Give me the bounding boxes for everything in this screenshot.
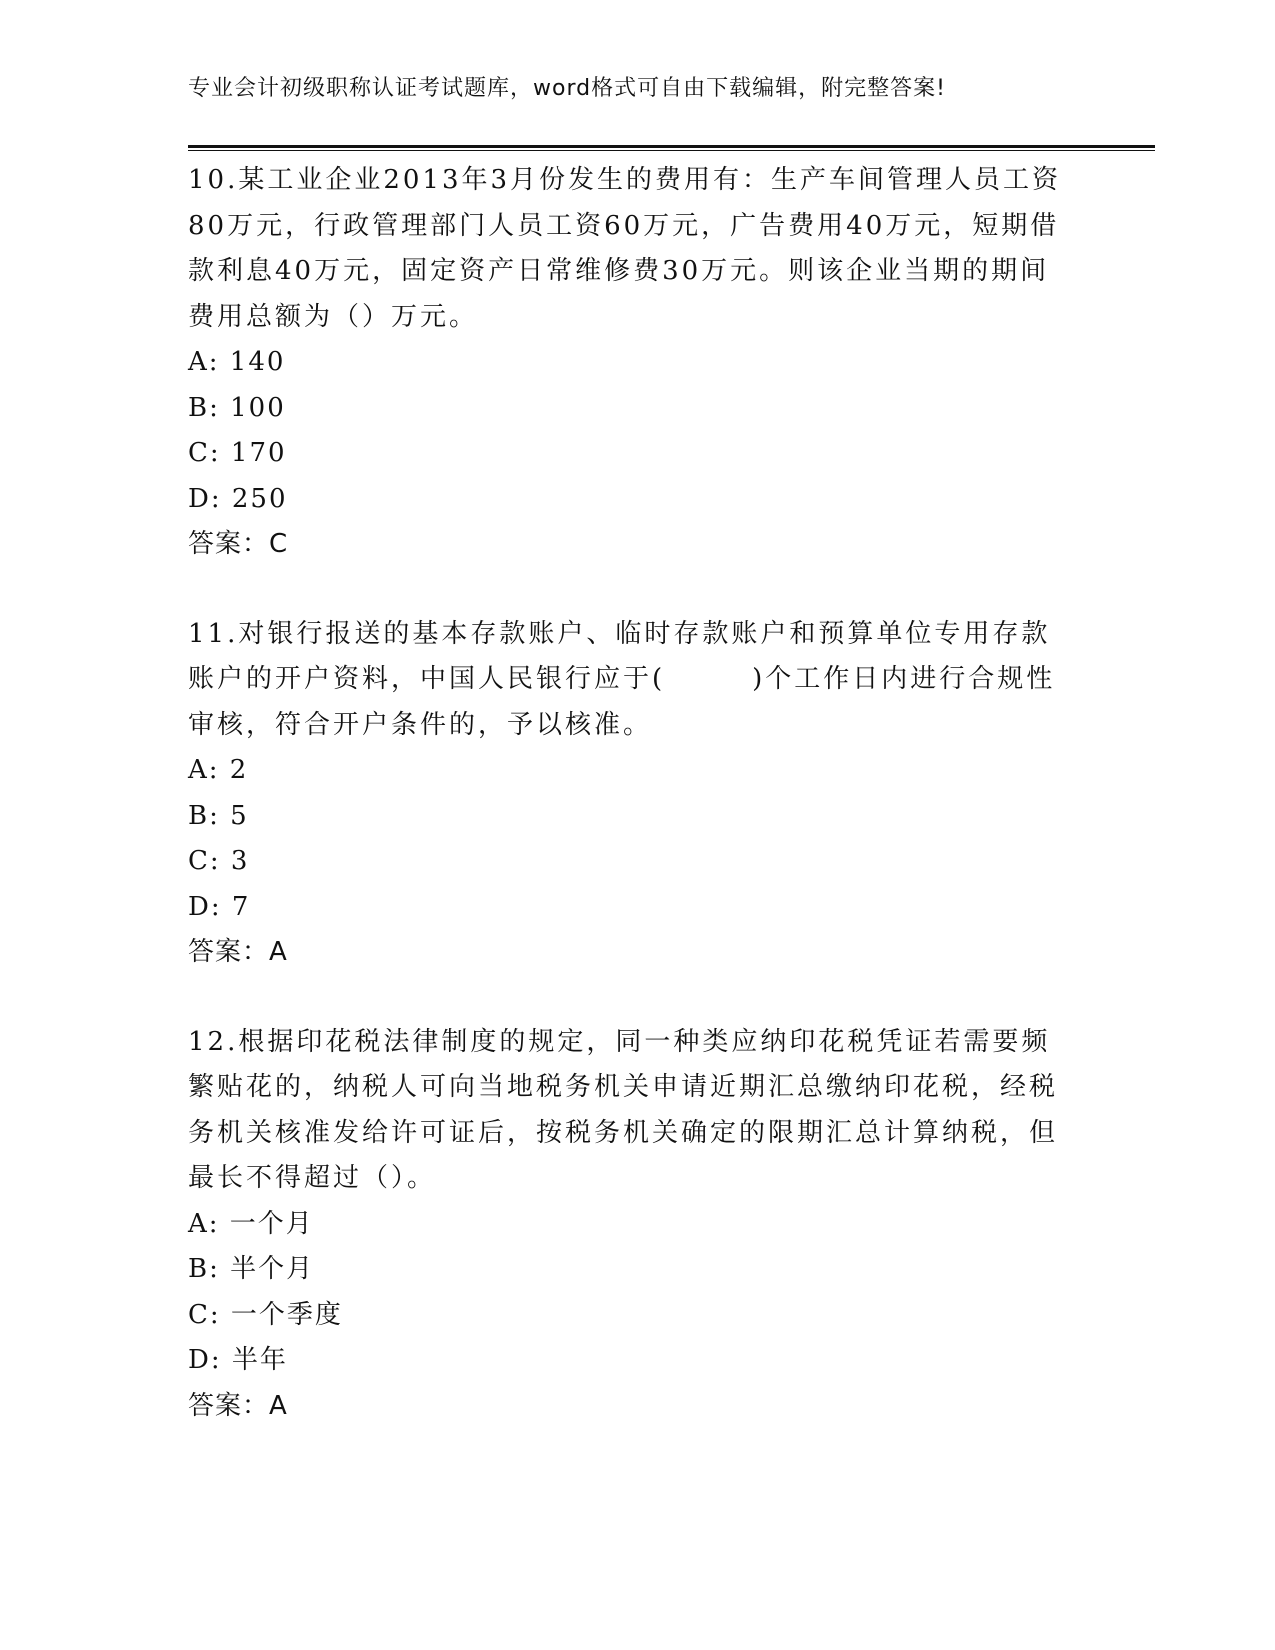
option-c: C: 一个季度	[188, 1299, 343, 1330]
option-d: D: 250	[188, 483, 288, 514]
question-10	[188, 158, 1088, 568]
question-12	[188, 1020, 1088, 1430]
option-b: B: 半个月	[188, 1254, 315, 1284]
option-d: D: 7	[188, 891, 251, 922]
answer-line: 答案：A	[188, 1390, 288, 1421]
option-b: B: 5	[188, 800, 249, 831]
option-c: C: 3	[188, 846, 250, 876]
answer-line: 答案：C	[188, 529, 289, 559]
question-stem: 11.对银行报送的基本存款账户、临时存款账户和预算单位专用存款账户的开户资料，中国人民银行应于( )个工作日内进行合规性审核，符合开户条件的，予以核准。	[188, 618, 1056, 740]
answer-line: 答案：A	[188, 937, 288, 967]
option-a: A: 2	[188, 755, 249, 785]
question-11	[188, 612, 1088, 976]
question-list	[188, 158, 1088, 1473]
question-stem: 12.根据印花税法律制度的规定，同一种类应纳印花税凭证若需要频繁贴花的，纳税人可向当地税务机关申请近期汇总缴纳印花税，经税务机关核准发给许可证后，按税务机关确定的限期汇总计算纳税，但最长不得超过（）。	[188, 1026, 1059, 1193]
question-stem: 10.某工业企业2013年3月份发生的费用有：生产车间管理人员工资80万元，行政管理部门人员工资60万元，广告费用40万元，短期借款利息40万元，固定资产日常维修费30万元。则该企业当期的期间费用总额为（）万元。	[188, 165, 1062, 332]
option-d: D: 半年	[188, 1345, 288, 1375]
header-divider	[188, 145, 1155, 151]
option-b: B: 100	[188, 392, 286, 423]
option-a: A: 一个月	[188, 1208, 314, 1239]
header-note: 专业会计初级职称认证考试题库，word格式可自由下载编辑，附完整答案!	[188, 76, 946, 101]
option-c: C: 170	[188, 438, 287, 468]
option-a: A: 140	[188, 347, 286, 377]
